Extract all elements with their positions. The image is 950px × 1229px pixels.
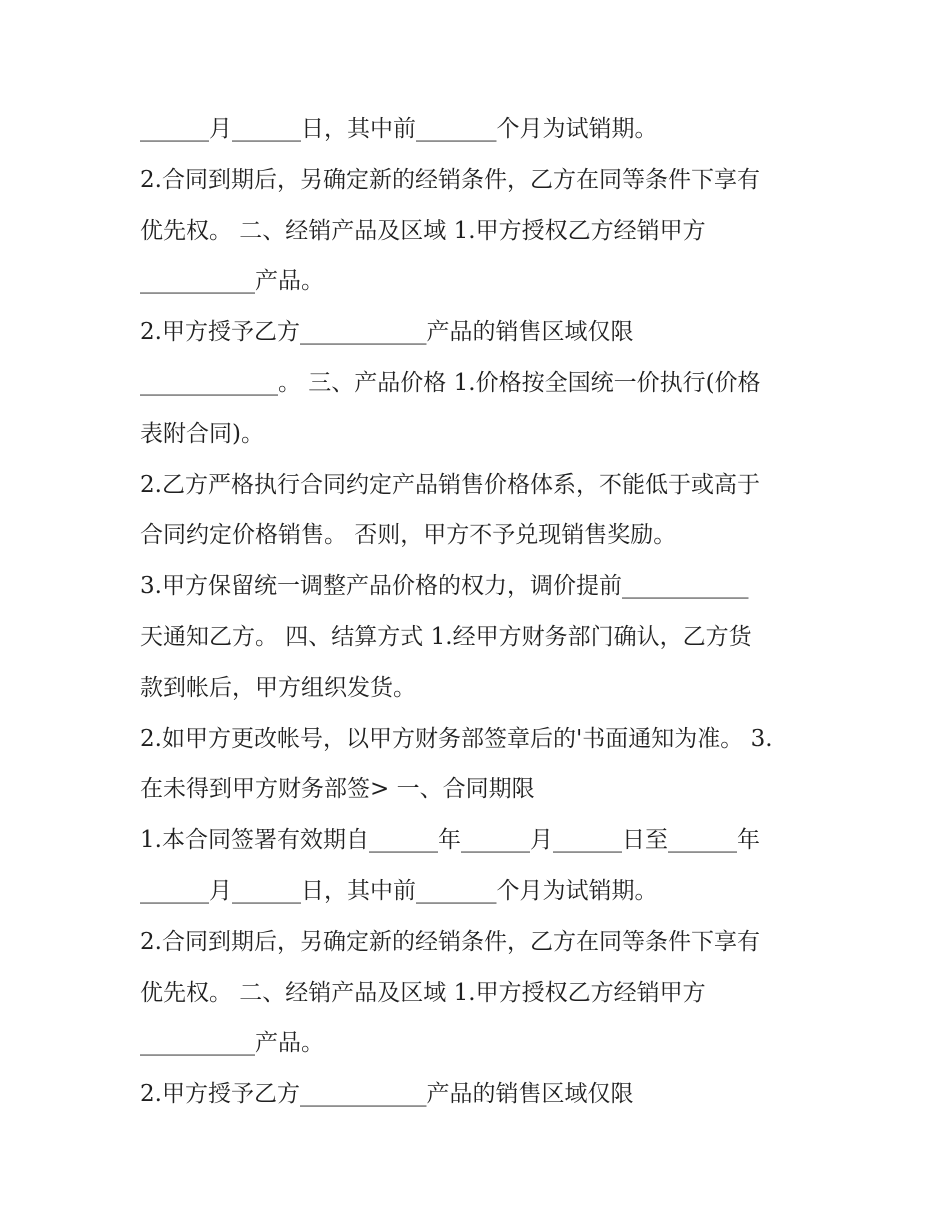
text-line: 2.甲方授予乙方___________产品的销售区域仅限: [140, 319, 634, 346]
text-line: 2.合同到期后，另确定新的经销条件，乙方在同等条件下享有: [140, 166, 760, 193]
text-line: 合同约定价格销售。 否则，甲方不予兑现销售奖励。: [140, 522, 677, 549]
text-line: 表附合同)。: [140, 420, 264, 447]
text-line: ____________。 三、产品价格 1.价格按全国统一价执行(价格: [140, 369, 761, 396]
text-line: __________产品。: [140, 268, 324, 295]
text-line: 优先权。 二、经销产品及区域 1.甲方授权乙方经销甲方: [140, 979, 706, 1006]
text-line: 2.甲方授予乙方___________产品的销售区域仅限: [140, 1081, 634, 1108]
text-line: 1.本合同签署有效期自______年______月______日至______年: [140, 827, 760, 854]
text-line: 3.甲方保留统一调整产品价格的权力，调价提前___________: [140, 573, 749, 600]
text-line: __________产品。: [140, 1030, 324, 1057]
text-line: 在未得到甲方财务部签> 一、合同期限: [140, 776, 535, 803]
text-line: 2.合同到期后，另确定新的经销条件，乙方在同等条件下享有: [140, 928, 760, 955]
text-line: 2.如甲方更改帐号，以甲方财务部签章后的'书面通知为准。 3.: [140, 725, 773, 752]
text-line: 款到帐后，甲方组织发货。: [140, 674, 416, 701]
text-line: 天通知乙方。 四、结算方式 1.经甲方财务部门确认，乙方货: [140, 623, 752, 650]
text-line: 优先权。 二、经销产品及区域 1.甲方授权乙方经销甲方: [140, 217, 706, 244]
text-line: ______月______日，其中前_______个月为试销期。: [140, 877, 658, 904]
document-body: [140, 104, 820, 1120]
text-line: 2.乙方严格执行合同约定产品销售价格体系，不能低于或高于: [140, 471, 760, 498]
text-line: ______月______日，其中前_______个月为试销期。: [140, 116, 658, 142]
